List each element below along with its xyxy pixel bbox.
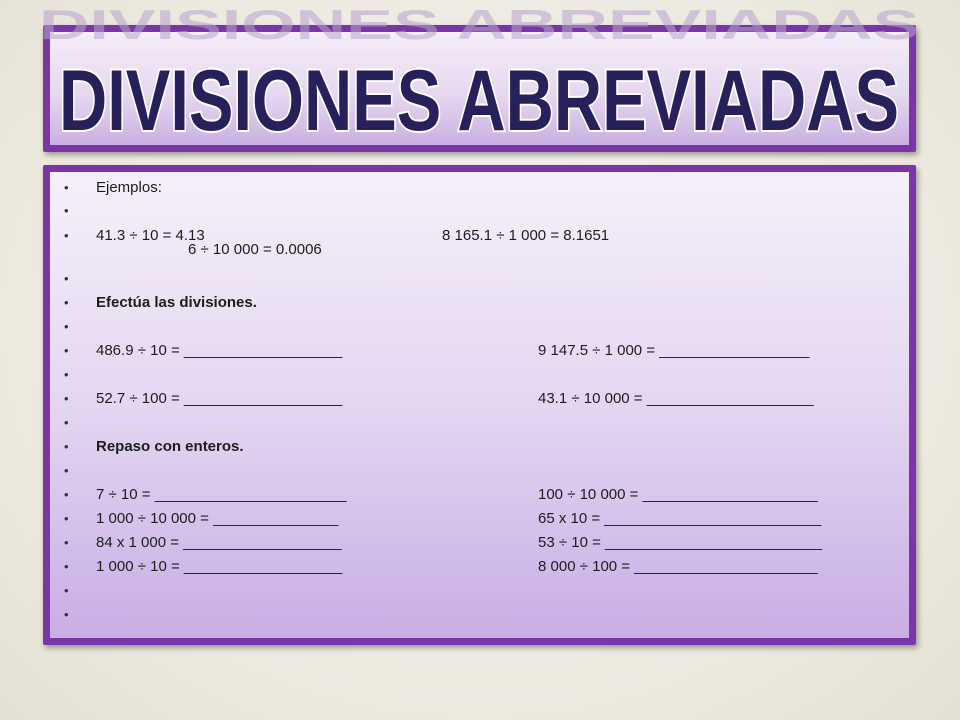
example-3: 6 ÷ 10 000 = 0.0006 xyxy=(188,241,322,258)
bullet: • xyxy=(64,415,69,430)
bullet: • xyxy=(64,487,69,502)
bullet: • xyxy=(64,271,69,286)
exercise-3-right: 100 ÷ 10 000 = _____________________ xyxy=(538,486,818,503)
title-reflection: DIVISIONES ABREVIADAS xyxy=(38,1,920,49)
list-item xyxy=(50,603,909,627)
bullet: • xyxy=(64,180,69,195)
list-item xyxy=(50,411,909,435)
example-1: 41.3 ÷ 10 = 4.13 xyxy=(96,227,205,244)
exercise-3-left: 7 ÷ 10 = _______________________ xyxy=(96,486,347,503)
title-graphic xyxy=(38,1,920,149)
bullet: • xyxy=(64,463,69,478)
example-2: 8 165.1 ÷ 1 000 = 8.1651 xyxy=(442,227,610,244)
bullet: • xyxy=(64,367,69,382)
list-item xyxy=(50,459,909,483)
list-item xyxy=(50,291,909,315)
list-item xyxy=(50,315,909,339)
exercise-5-right: 53 ÷ 10 = __________________________ xyxy=(538,534,822,551)
list-item xyxy=(50,483,909,507)
page-title: DIVISIONES ABREVIADAS xyxy=(59,53,899,149)
list-item xyxy=(50,267,909,291)
title-banner xyxy=(38,1,920,152)
bullet: • xyxy=(64,319,69,334)
bullet: • xyxy=(64,511,69,526)
list-item xyxy=(50,531,909,555)
examples-label: Ejemplos: xyxy=(96,179,162,196)
list-item xyxy=(50,176,909,200)
bullet: • xyxy=(64,391,69,406)
bullet: • xyxy=(64,203,69,218)
list-item xyxy=(50,199,909,223)
list-item xyxy=(50,224,909,268)
exercise-4-left: 1 000 ÷ 10 000 = _______________ xyxy=(96,510,339,527)
bullet: • xyxy=(64,607,69,622)
bullet: • xyxy=(64,559,69,574)
bullet: • xyxy=(64,343,69,358)
bullet: • xyxy=(64,583,69,598)
exercise-1-right: 9 147.5 ÷ 1 000 = __________________ xyxy=(538,342,810,359)
bullet: • xyxy=(64,439,69,454)
list-item xyxy=(50,387,909,411)
section-heading-integers: Repaso con enteros. xyxy=(96,438,244,455)
exercise-5-left: 84 x 1 000 = ___________________ xyxy=(96,534,342,551)
list-item xyxy=(50,363,909,387)
list-item xyxy=(50,339,909,363)
exercise-6-left: 1 000 ÷ 10 = ___________________ xyxy=(96,558,343,575)
exercise-6-right: 8 000 ÷ 100 = ______________________ xyxy=(538,558,818,575)
exercise-1-left: 486.9 ÷ 10 = ___________________ xyxy=(96,342,343,359)
exercise-2-left: 52.7 ÷ 100 = ___________________ xyxy=(96,390,343,407)
content-panel xyxy=(43,165,916,645)
list-item xyxy=(50,507,909,531)
list-item xyxy=(50,579,909,603)
list-item xyxy=(50,435,909,459)
section-heading-divisions: Efectúa las divisiones. xyxy=(96,294,257,311)
bullet: • xyxy=(64,295,69,310)
exercise-4-right: 65 x 10 = __________________________ xyxy=(538,510,822,527)
bullet: • xyxy=(64,535,69,550)
exercise-2-right: 43.1 ÷ 10 000 = ____________________ xyxy=(538,390,814,407)
bullet: • xyxy=(64,228,69,243)
list-item xyxy=(50,555,909,579)
